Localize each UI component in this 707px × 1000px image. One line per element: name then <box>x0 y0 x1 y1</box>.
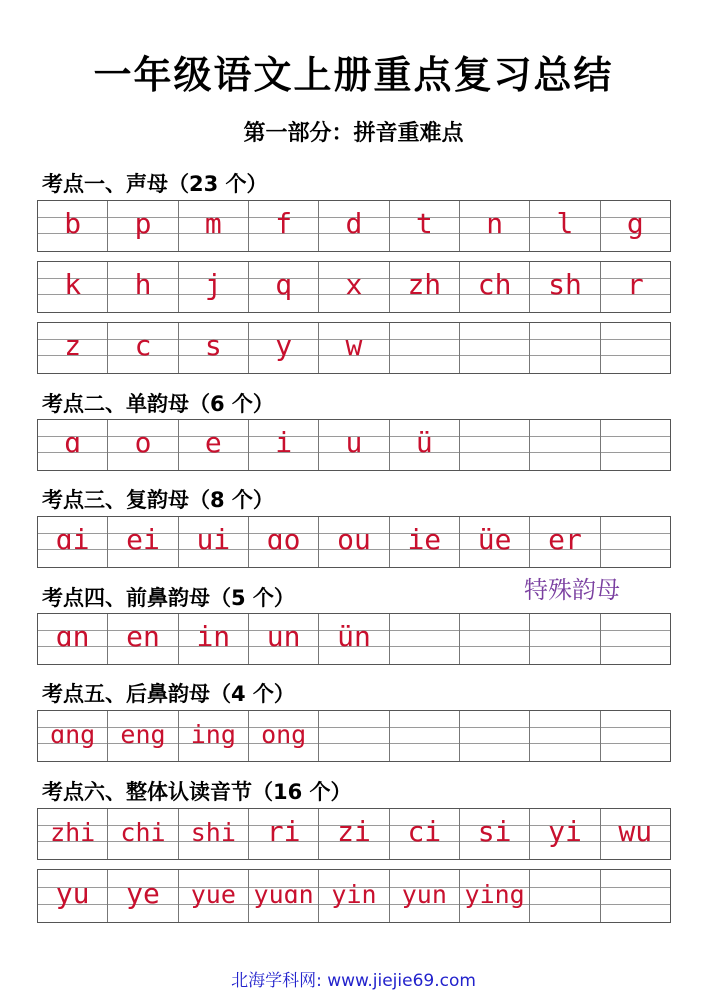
grid-cell <box>460 870 530 922</box>
grid-cell <box>179 201 249 251</box>
grid-cell <box>390 870 460 922</box>
pinyin-text: z <box>64 329 82 362</box>
grid-cell <box>601 809 670 859</box>
grid-cell <box>390 323 460 373</box>
pinyin-text: k <box>64 268 82 301</box>
pinyin-text: zhi <box>50 817 96 847</box>
pinyin-text: si <box>477 815 512 848</box>
pinyin-text: eng <box>120 719 166 749</box>
pinyin-text: w <box>345 329 363 362</box>
pinyin-text: ɑng <box>50 719 96 749</box>
grid-cell <box>319 201 389 251</box>
grid-cell <box>249 614 319 664</box>
grid-cell <box>38 614 108 664</box>
special-finals-note: 特殊韵母 <box>524 576 620 604</box>
section-title: 考点二、单韵母（6 个） <box>42 392 274 416</box>
pinyin-text: f <box>275 207 293 240</box>
pinyin-text: ri <box>266 815 301 848</box>
grid-cell <box>390 614 460 664</box>
pinyin-text: m <box>204 207 222 240</box>
pinyin-row <box>37 419 671 471</box>
grid-cell <box>390 517 460 567</box>
grid-cell <box>179 262 249 312</box>
pinyin-text: ing <box>190 719 236 749</box>
pinyin-text: yue <box>190 879 236 909</box>
grid-cell <box>530 420 600 470</box>
grid-cell <box>249 262 319 312</box>
grid-cell <box>319 420 389 470</box>
pinyin-text: in <box>196 620 231 653</box>
pinyin-text: p <box>134 207 152 240</box>
grid-cell <box>108 517 178 567</box>
grid-cell <box>179 614 249 664</box>
grid-cell <box>530 262 600 312</box>
pinyin-text: yun <box>401 879 447 909</box>
pinyin-text: ɑ <box>64 426 82 459</box>
grid-cell <box>601 201 670 251</box>
pinyin-text: ying <box>464 879 525 909</box>
pinyin-text: un <box>266 620 301 653</box>
pinyin-row <box>37 322 671 374</box>
pinyin-text: n <box>486 207 504 240</box>
pinyin-row <box>37 613 671 665</box>
grid-cell <box>460 262 530 312</box>
pinyin-text: ün <box>337 620 371 653</box>
page-title: 一年级语文上册重点复习总结 <box>93 53 614 97</box>
pinyin-row <box>37 261 671 313</box>
grid-cell <box>460 420 530 470</box>
pinyin-text: ou <box>337 523 371 556</box>
grid-cell <box>460 323 530 373</box>
grid-cell <box>249 711 319 761</box>
pinyin-text: en <box>126 620 160 653</box>
grid-cell <box>38 870 108 922</box>
grid-cell <box>38 201 108 251</box>
grid-cell <box>108 420 178 470</box>
grid-cell <box>108 262 178 312</box>
grid-cell <box>38 420 108 470</box>
pinyin-text: zh <box>407 268 442 301</box>
grid-cell <box>601 870 670 922</box>
grid-cell <box>530 870 600 922</box>
grid-cell <box>460 809 530 859</box>
grid-cell <box>601 614 670 664</box>
pinyin-row <box>37 516 671 568</box>
pinyin-text: yu <box>55 877 90 910</box>
grid-cell <box>38 323 108 373</box>
grid-cell <box>249 809 319 859</box>
grid-cell <box>319 262 389 312</box>
grid-cell <box>460 614 530 664</box>
pinyin-text: chi <box>120 817 166 847</box>
grid-cell <box>179 420 249 470</box>
pinyin-text: sh <box>548 268 582 301</box>
pinyin-text: s <box>204 329 222 362</box>
grid-cell <box>319 614 389 664</box>
grid-cell <box>601 711 670 761</box>
section-title: 考点四、前鼻韵母（5 个） <box>42 586 295 610</box>
section-title: 考点三、复韵母（8 个） <box>42 488 274 512</box>
grid-cell <box>179 870 249 922</box>
pinyin-text: j <box>204 268 222 301</box>
grid-cell <box>38 262 108 312</box>
pinyin-text: zi <box>337 815 371 848</box>
pinyin-text: ye <box>126 877 160 910</box>
grid-cell <box>319 809 389 859</box>
grid-cell <box>179 711 249 761</box>
pinyin-text: ɑi <box>55 523 90 556</box>
pinyin-text: ui <box>196 523 231 556</box>
pinyin-text: yin <box>331 879 377 909</box>
pinyin-text: b <box>64 207 82 240</box>
pinyin-text: x <box>345 268 363 301</box>
pinyin-text: t <box>415 207 433 240</box>
grid-cell <box>108 870 178 922</box>
grid-cell <box>530 517 600 567</box>
grid-cell <box>108 809 178 859</box>
pinyin-text: e <box>204 426 222 459</box>
pinyin-text: i <box>275 426 293 459</box>
pinyin-text: ci <box>407 815 442 848</box>
section-title: 考点六、整体认读音节（16 个） <box>42 780 352 804</box>
pinyin-text: ei <box>126 523 160 556</box>
grid-cell <box>319 517 389 567</box>
pinyin-text: ü <box>415 426 433 459</box>
grid-cell <box>179 809 249 859</box>
pinyin-row <box>37 710 671 762</box>
grid-cell <box>460 201 530 251</box>
grid-cell <box>38 809 108 859</box>
pinyin-text: q <box>275 268 293 301</box>
grid-cell <box>249 870 319 922</box>
grid-cell <box>390 809 460 859</box>
grid-cell <box>108 614 178 664</box>
pinyin-text: o <box>134 426 152 459</box>
pinyin-text: u <box>345 426 363 459</box>
grid-cell <box>390 711 460 761</box>
grid-cell <box>530 614 600 664</box>
grid-cell <box>319 323 389 373</box>
grid-cell <box>38 711 108 761</box>
grid-cell <box>530 809 600 859</box>
pinyin-text: g <box>626 207 644 240</box>
pinyin-text: wu <box>618 815 653 848</box>
grid-cell <box>530 323 600 373</box>
grid-cell <box>530 201 600 251</box>
grid-cell <box>390 420 460 470</box>
pinyin-text: üe <box>477 523 512 556</box>
pinyin-text: ong <box>261 719 307 749</box>
pinyin-text: h <box>134 268 152 301</box>
grid-cell <box>179 517 249 567</box>
grid-cell <box>38 517 108 567</box>
pinyin-text: ie <box>407 523 442 556</box>
pinyin-text: r <box>626 268 644 301</box>
pinyin-text: c <box>134 329 152 362</box>
section-title: 考点一、声母（23 个） <box>42 172 268 196</box>
pinyin-text: ɑn <box>55 620 90 653</box>
pinyin-text: yuɑn <box>253 879 314 909</box>
pinyin-row <box>37 869 671 923</box>
grid-cell <box>179 323 249 373</box>
grid-cell <box>601 420 670 470</box>
pinyin-text: l <box>556 207 574 240</box>
pinyin-text: yi <box>548 815 582 848</box>
grid-cell <box>249 517 319 567</box>
pinyin-text: er <box>548 523 582 556</box>
pinyin-text: y <box>275 329 293 362</box>
grid-cell <box>390 262 460 312</box>
section-title: 考点五、后鼻韵母（4 个） <box>42 682 295 706</box>
grid-cell <box>108 711 178 761</box>
grid-cell <box>319 870 389 922</box>
pinyin-row <box>37 808 671 860</box>
grid-cell <box>108 323 178 373</box>
pinyin-text: ɑo <box>266 523 301 556</box>
pinyin-text: ch <box>477 268 512 301</box>
grid-cell <box>390 201 460 251</box>
grid-cell <box>249 420 319 470</box>
grid-cell <box>601 262 670 312</box>
pinyin-row <box>37 200 671 252</box>
grid-cell <box>601 323 670 373</box>
grid-cell <box>460 517 530 567</box>
grid-cell <box>601 517 670 567</box>
grid-cell <box>249 323 319 373</box>
pinyin-text: shi <box>190 817 236 847</box>
grid-cell <box>249 201 319 251</box>
page-subtitle: 第一部分：拼音重难点 <box>243 121 464 146</box>
grid-cell <box>530 711 600 761</box>
footer-source: 北海学科网: www.jiejie69.com <box>231 971 476 991</box>
grid-cell <box>319 711 389 761</box>
pinyin-text: d <box>345 207 363 240</box>
grid-cell <box>108 201 178 251</box>
grid-cell <box>460 711 530 761</box>
